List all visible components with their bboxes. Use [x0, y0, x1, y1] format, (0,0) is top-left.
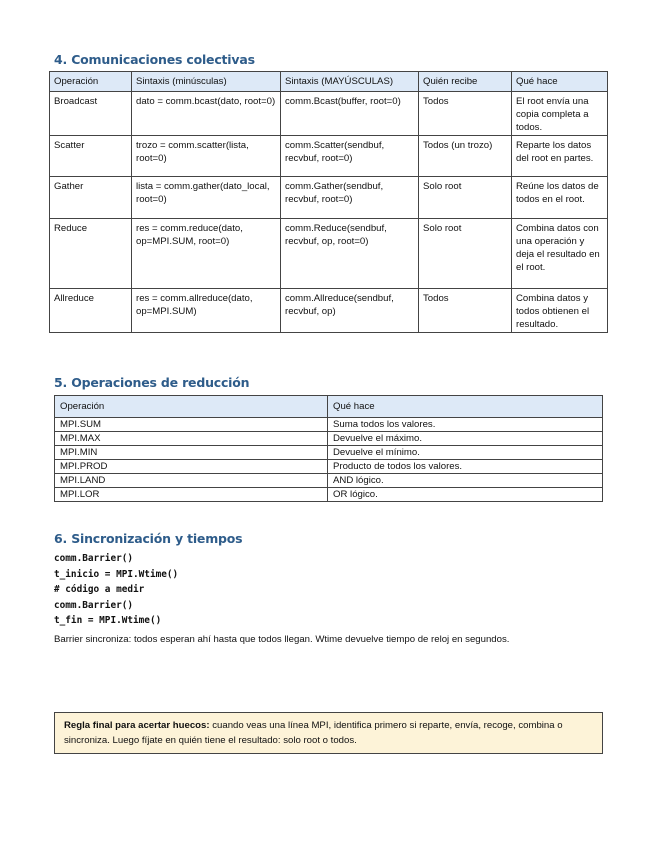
column-header: Qué hace	[328, 396, 603, 418]
table-cell: comm.Scatter(sendbuf, recvbuf, root=0)	[281, 136, 419, 177]
table-cell: dato = comm.bcast(dato, root=0)	[132, 92, 281, 136]
table-cell: Todos	[419, 289, 512, 333]
table-cell: Todos (un trozo)	[419, 136, 512, 177]
table-cell: comm.Reduce(sendbuf, recvbuf, op, root=0)	[281, 219, 419, 289]
section-5-title: 5. Operaciones de reducción	[54, 375, 250, 390]
table-row	[55, 418, 603, 432]
table-cell: comm.Allreduce(sendbuf, recvbuf, op)	[281, 289, 419, 333]
table-row	[50, 219, 608, 289]
code-line: # código a medir	[54, 584, 145, 595]
table-cell: Devuelve el máximo.	[328, 432, 603, 446]
table-row	[55, 474, 603, 488]
table-cell: comm.Gather(sendbuf, recvbuf, root=0)	[281, 177, 419, 219]
table-cell: Todos	[419, 92, 512, 136]
code-line: t_fin = MPI.Wtime()	[54, 615, 162, 626]
column-header: Quién recibe	[419, 72, 512, 92]
column-header: Sintaxis (minúsculas)	[132, 72, 281, 92]
table-cell: Scatter	[50, 136, 132, 177]
column-header: Qué hace	[512, 72, 608, 92]
table-row	[55, 446, 603, 460]
reduction-operations-table	[54, 395, 603, 502]
table-row	[55, 488, 603, 502]
final-rule-text: cuando veas una línea MPI, identifica primero si reparte, envía, recoge, combina o sincroniza. Luego fíjate en quién tiene el resultado: solo root o todos.	[64, 720, 563, 746]
table-cell: Combina datos con una operación y deja el resultado en el root.	[512, 219, 608, 289]
code-block	[54, 551, 178, 629]
table-cell: MPI.PROD	[55, 460, 328, 474]
table-cell: Gather	[50, 177, 132, 219]
table-header-row	[55, 396, 603, 418]
table-cell: Combina datos y todos obtienen el resultado.	[512, 289, 608, 333]
table-cell: AND lógico.	[328, 474, 603, 488]
table-cell: MPI.MIN	[55, 446, 328, 460]
table-cell: El root envía una copia completa a todos.	[512, 92, 608, 136]
table-cell: comm.Bcast(buffer, root=0)	[281, 92, 419, 136]
table-row	[55, 432, 603, 446]
table-cell: Reparte los datos del root en partes.	[512, 136, 608, 177]
barrier-note: Barrier sincroniza: todos esperan ahí hasta que todos llegan. Wtime devuelve tiempo de reloj en segundos.	[54, 634, 510, 645]
table-cell: MPI.MAX	[55, 432, 328, 446]
final-rule-label: Regla final para acertar huecos:	[64, 720, 210, 731]
table-cell: Reúne los datos de todos en el root.	[512, 177, 608, 219]
table-cell: Producto de todos los valores.	[328, 460, 603, 474]
code-line: comm.Barrier()	[54, 553, 134, 564]
table-cell: trozo = comm.scatter(lista, root=0)	[132, 136, 281, 177]
table-cell: res = comm.reduce(dato, op=MPI.SUM, root=0)	[132, 219, 281, 289]
table-cell: Broadcast	[50, 92, 132, 136]
table-cell: Devuelve el mínimo.	[328, 446, 603, 460]
table-row	[50, 177, 608, 219]
table-cell: MPI.LAND	[55, 474, 328, 488]
table-row	[55, 460, 603, 474]
section-6-title: 6. Sincronización y tiempos	[54, 531, 243, 546]
section-4-title: 4. Comunicaciones colectivas	[54, 52, 255, 67]
table-cell: Suma todos los valores.	[328, 418, 603, 432]
table-row	[50, 92, 608, 136]
table-cell: Reduce	[50, 219, 132, 289]
column-header: Operación	[50, 72, 132, 92]
table-cell: MPI.SUM	[55, 418, 328, 432]
table-cell: Allreduce	[50, 289, 132, 333]
table-cell: MPI.LOR	[55, 488, 328, 502]
table-row	[50, 289, 608, 333]
table-cell: Solo root	[419, 219, 512, 289]
table-cell: res = comm.allreduce(dato, op=MPI.SUM)	[132, 289, 281, 333]
table-cell: lista = comm.gather(dato_local, root=0)	[132, 177, 281, 219]
column-header: Sintaxis (MAYÚSCULAS)	[281, 72, 419, 92]
code-line: t_inicio = MPI.Wtime()	[54, 568, 179, 580]
table-cell: Solo root	[419, 177, 512, 219]
collective-communications-table	[49, 71, 608, 333]
final-rule-callout	[54, 712, 603, 754]
code-line: comm.Barrier()	[54, 599, 134, 611]
table-row	[50, 136, 608, 177]
table-header-row	[50, 72, 608, 92]
table-cell: OR lógico.	[328, 488, 603, 502]
column-header: Operación	[55, 396, 328, 418]
